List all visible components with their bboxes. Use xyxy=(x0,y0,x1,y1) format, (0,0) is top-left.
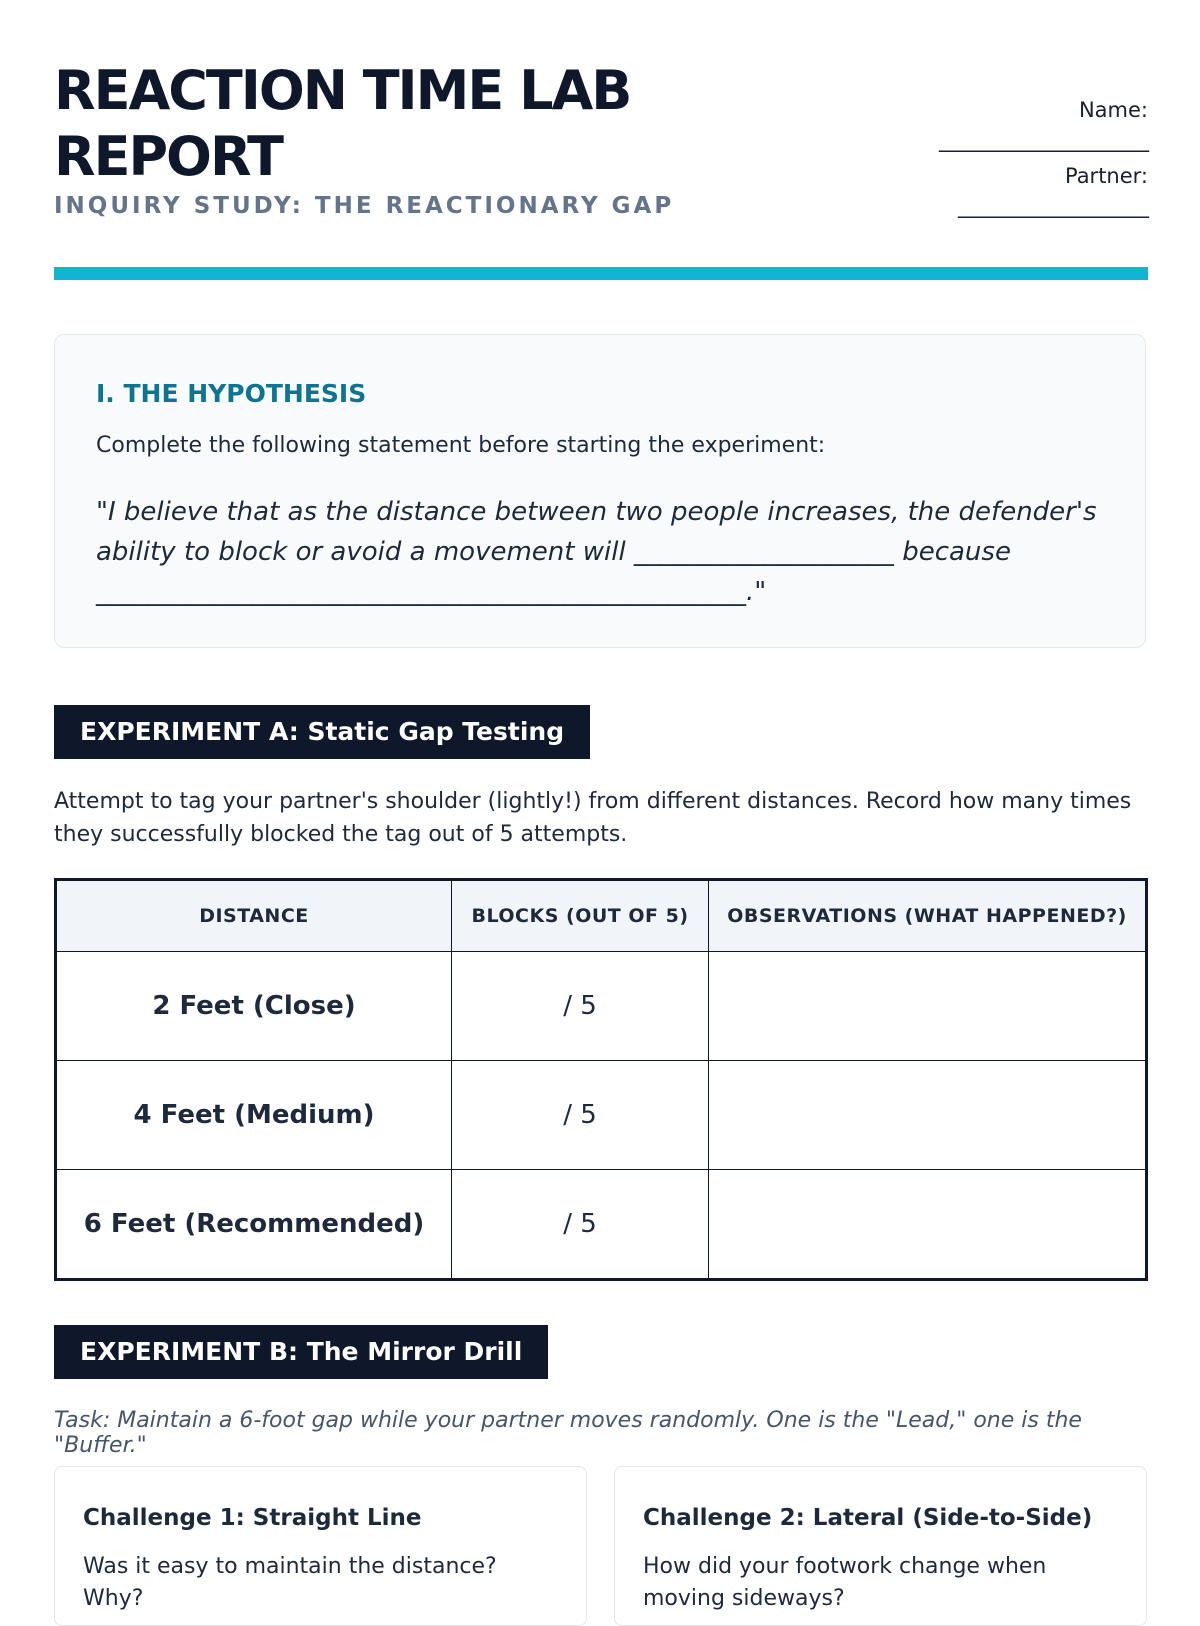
observations-cell[interactable] xyxy=(709,1170,1147,1280)
challenge-title: Challenge 1: Straight Line xyxy=(83,1505,422,1531)
experiment-a-instructions: Attempt to tag your partner's shoulder (lightly!) from different distances. Record how many times they successfully blocked the tag out of 5 attempts. xyxy=(54,789,1132,847)
blocks-cell[interactable]: / 5 xyxy=(452,1170,709,1280)
blocks-cell[interactable]: / 5 xyxy=(452,1061,709,1170)
challenge-question: Was it easy to maintain the distance? Why? xyxy=(83,1554,497,1611)
column-header-blocks: BLOCKS (OUT OF 5) xyxy=(452,880,709,952)
hypothesis-heading: I. THE HYPOTHESIS xyxy=(96,379,367,408)
column-header-observations: OBSERVATIONS (WHAT HAPPENED?) xyxy=(709,880,1147,952)
page-title: REACTION TIME LAB REPORT xyxy=(54,59,631,188)
distance-cell: 6 Feet (Recommended) xyxy=(56,1170,452,1280)
partner-field[interactable]: ____________________ xyxy=(958,194,1148,218)
table-row xyxy=(56,1061,1147,1170)
table-row xyxy=(56,952,1147,1061)
student-info xyxy=(939,95,1148,227)
hypothesis-intro: Complete the following statement before starting the experiment: xyxy=(96,433,826,458)
static-gap-table xyxy=(54,878,1148,1281)
experiment-b-tag: EXPERIMENT B: The Mirror Drill xyxy=(54,1325,548,1379)
challenge-card-1 xyxy=(54,1466,587,1626)
partner-label: Partner: xyxy=(1064,164,1148,188)
column-header-distance: DISTANCE xyxy=(56,880,452,952)
name-label: Name: xyxy=(1078,98,1148,122)
observations-cell[interactable] xyxy=(709,952,1147,1061)
challenge-title: Challenge 2: Lateral (Side-to-Side) xyxy=(643,1505,1093,1531)
distance-cell: 2 Feet (Close) xyxy=(56,952,452,1061)
experiment-b-task: Task: Maintain a 6-foot gap while your partner moves randomly. One is the "Lead," one is the "Buffer." xyxy=(54,1408,1082,1458)
challenge-card-2 xyxy=(614,1466,1147,1626)
name-field[interactable]: ______________________ xyxy=(939,128,1148,152)
table-row xyxy=(56,1170,1147,1280)
page-subtitle: INQUIRY STUDY: THE REACTIONARY GAP xyxy=(54,193,675,219)
challenge-question: How did your footwork change when moving sideways? xyxy=(643,1554,1047,1611)
header-divider xyxy=(54,267,1148,280)
distance-cell: 4 Feet (Medium) xyxy=(56,1061,452,1170)
table-header-row xyxy=(56,880,1147,952)
hypothesis-statement[interactable]: "I believe that as the distance between two people increases, the defender's ability to block or avoid a movement will ____________________ because __________________________________________________." xyxy=(96,497,1097,607)
observations-cell[interactable] xyxy=(709,1061,1147,1170)
experiment-a-tag: EXPERIMENT A: Static Gap Testing xyxy=(54,705,590,759)
blocks-cell[interactable]: / 5 xyxy=(452,952,709,1061)
hypothesis-box xyxy=(54,334,1146,648)
